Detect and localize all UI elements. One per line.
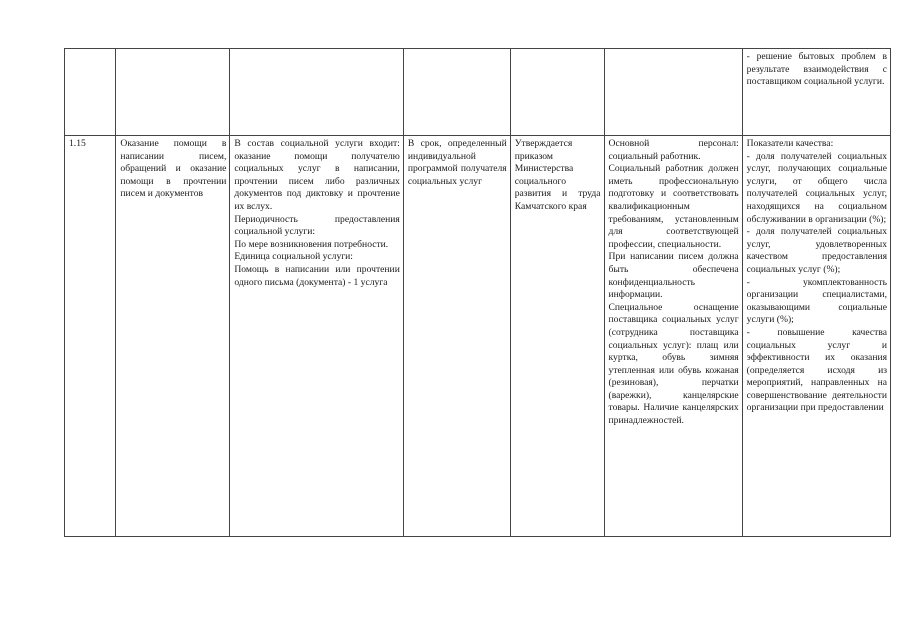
cell-tariff [510, 136, 604, 537]
cell-service-name [116, 49, 230, 136]
cell-number: 1.15 [65, 136, 116, 537]
cell-service-content [230, 136, 403, 537]
cell-term [403, 136, 510, 537]
cell-tariff [510, 49, 604, 136]
indicator-item: - укомплектованность организации специалистами, оказывающими социальные услуги (%); [746, 276, 887, 326]
cell-conditions [604, 136, 742, 537]
unit-label: Единица социальной услуги: [234, 251, 353, 263]
service-content-intro: В состав социальной услуги входит: оказание помощи получателю социальных услуг в написании, прочтении писем либо различных документов под диктовку и прочтение их вслух. [234, 138, 400, 212]
indicator-item: - доля получателей социальных услуг, получающих социальные услуги, от общего числа получателей социальных услуг, находящихся на социальном обслуживании в организации (%); [746, 150, 887, 225]
cell-number [65, 49, 116, 136]
cell-service-content [230, 49, 403, 136]
cell-quality-indicators [742, 49, 890, 136]
condition-paragraph: Специальное оснащение поставщика социальных услуг (сотрудника поставщика социальных услуг): плащ или куртка, обувь зимняя утепленная или обувь кожаная (резиновая), перчатки (варежки), канцелярские товары. Наличие канцелярских принадлежностей. [608, 301, 739, 427]
table-row-1-15 [65, 136, 891, 537]
condition-paragraph: Социальный работник должен иметь профессиональную подготовку и соответствовать квалификационным требованиям, установленным для соответствующей профессии, специальности. [608, 163, 739, 250]
service-name-text: Оказание помощи в написании писем, обращений и оказание помощи в прочтении писем и документов [120, 138, 227, 200]
indicators-title: Показатели качества: [746, 138, 834, 149]
continuation-text: - решение бытовых проблем в результате взаимодействия с поставщиком социальной услуги. [746, 51, 887, 88]
table-row-continuation [65, 49, 891, 136]
cell-term [403, 49, 510, 136]
condition-paragraph: Основной персонал: социальный работник. [608, 138, 739, 162]
cell-conditions [604, 49, 742, 136]
periodicity-label: Периодичность предоставления социальной услуги: [234, 213, 400, 238]
tariff-text: Утверждается приказом Министерства социального развития и труда Камчатского края [514, 138, 601, 212]
services-table [64, 48, 891, 537]
indicator-item: - доля получателей социальных услуг, удовлетворенных качеством предоставления социальных услуг (%); [746, 226, 887, 275]
indicator-item: - повышение качества социальных услуг и эффективности их оказания (определяется исходя из мероприятий, направленных на совершенствование деятельности организации при предоставлении [746, 326, 887, 414]
unit-value: Помощь в написании или прочтении одного письма (документа) - 1 услуга [234, 263, 400, 288]
cell-service-name [116, 136, 230, 537]
cell-quality-indicators [742, 136, 890, 537]
periodicity-value: По мере возникновения потребности. [234, 238, 389, 250]
term-text: В срок, определенный индивидуальной программой получателя социальных услуг [407, 138, 507, 187]
condition-paragraph: При написании писем должна быть обеспечена конфиденциальность информации. [608, 251, 739, 301]
